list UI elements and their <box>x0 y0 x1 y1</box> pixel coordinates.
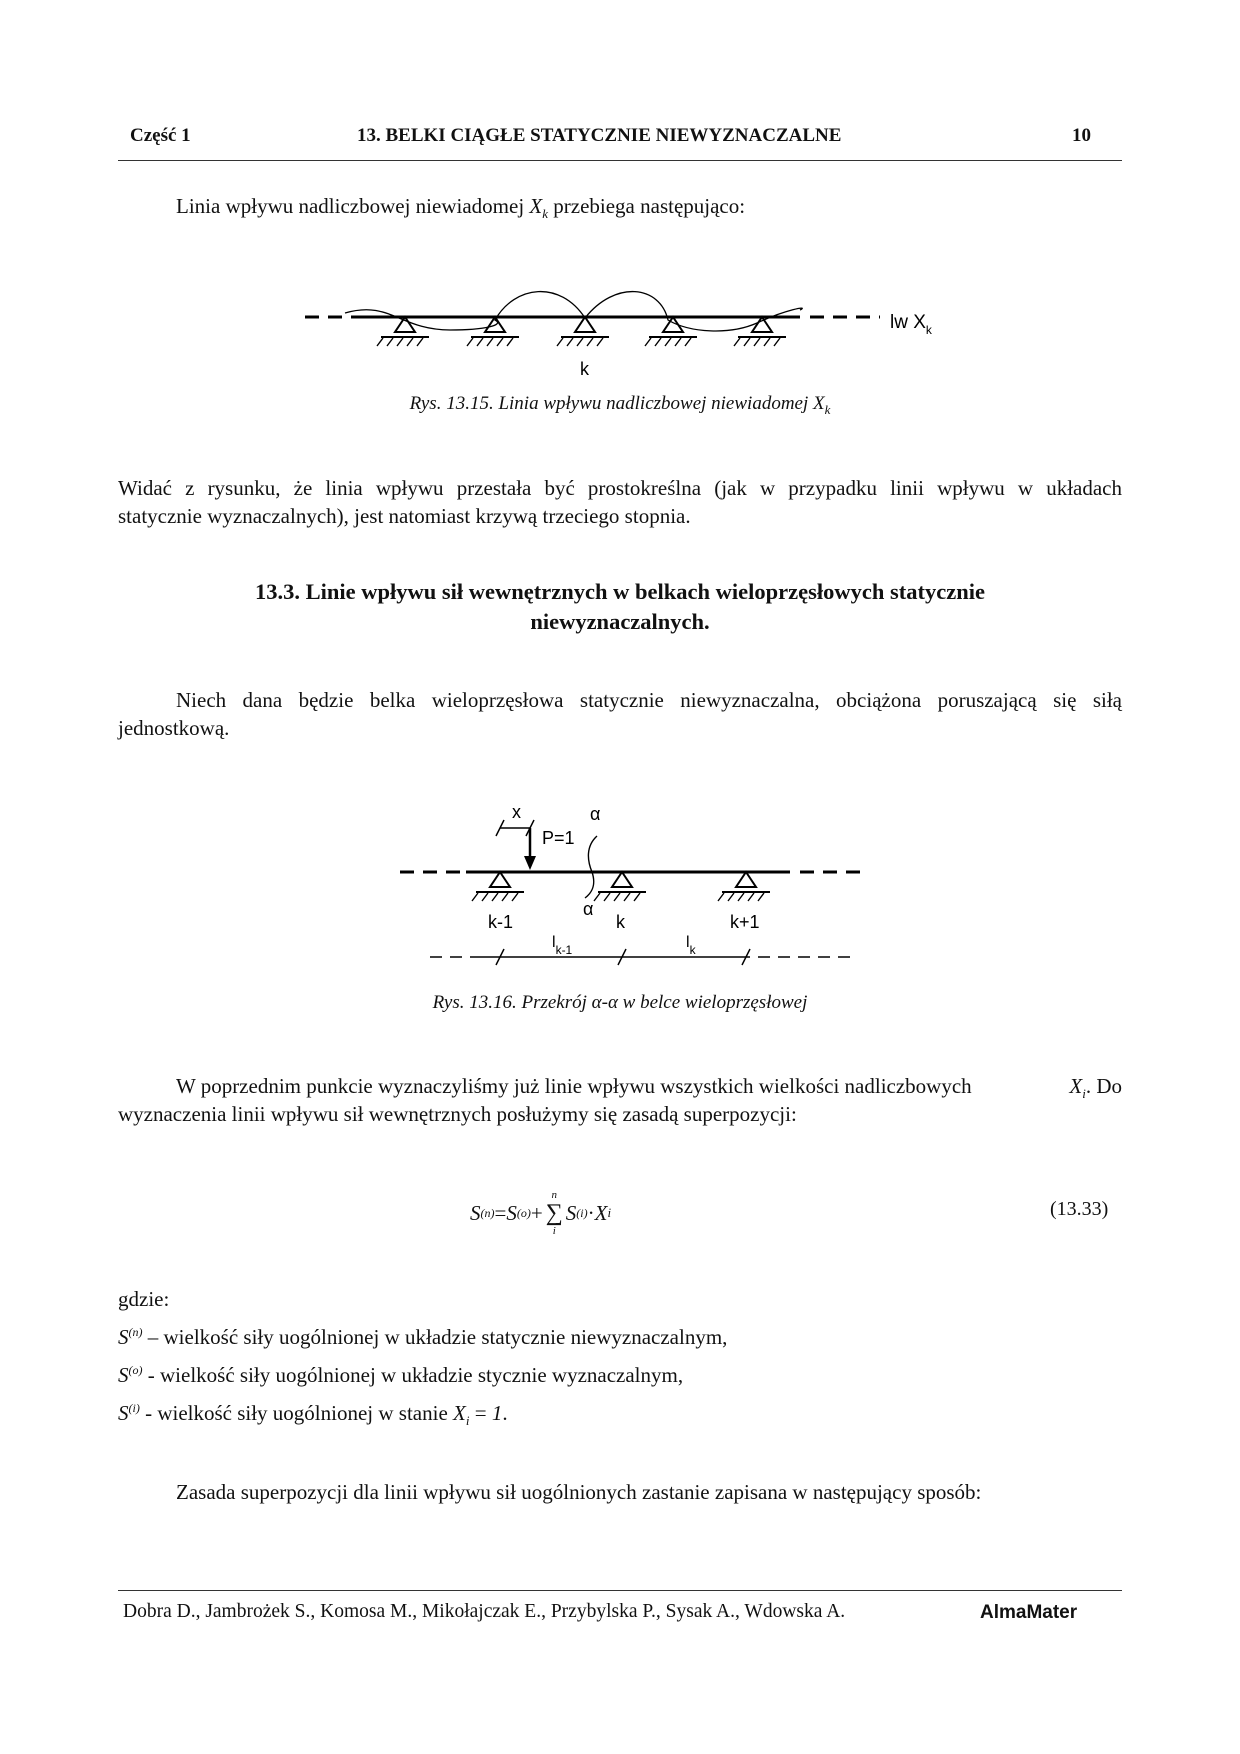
paragraph-3 <box>118 686 1122 742</box>
page-number: 10 <box>1072 125 1091 146</box>
influence-curve <box>345 292 802 331</box>
force-label: P=1 <box>542 828 575 848</box>
where-item: $S^{(o)}$ - wielkość siły uogólnionej w układzie stycznie wyznaczalnym, <box>118 1363 684 1387</box>
support-k-label: k <box>580 359 589 379</box>
support-label-k-plus-1: k+1 <box>730 912 760 932</box>
support-label-k-1: k-1 <box>488 912 514 932</box>
where-intro: gdzie: <box>118 1287 170 1311</box>
symbol-x: X <box>529 194 543 218</box>
support <box>377 317 429 346</box>
sum-symbol: n ∑ i <box>545 1189 563 1237</box>
equation-number: (13.33) <box>1050 1198 1109 1220</box>
paragraph-4-line-1: W poprzednim punkcie wyznaczyliśmy już linie wpływu wszystkich wielkości nadliczbowych $X_i$. Do <box>176 1074 1122 1102</box>
footer-rule <box>118 1590 1122 1591</box>
support <box>467 317 519 346</box>
support-label-k: k <box>616 912 625 932</box>
paragraph-3-line-2: jednostkową. <box>118 716 230 740</box>
where-item: $S^{(i)}$ - wielkość siły uogólnionej w stanie $X_i = 1$. <box>118 1401 508 1429</box>
span-label-left: $l_{k-1}$ <box>552 934 573 957</box>
header-chapter: 13. BELKI CIĄGŁE STATYCZNIE NIEWYZNACZALNE <box>357 125 842 146</box>
span-label-right: $l_k$ <box>686 934 696 957</box>
symbol-x-sub: k <box>542 206 549 222</box>
paragraph-3-line-1: Niech dana będzie belka wieloprzęsłowa statycznie niewyznaczalna, obciążona poruszającą się siłą <box>176 688 1122 712</box>
paragraph-1-rest: przebiega następująco: <box>553 194 746 218</box>
figure-multispan-beam <box>390 800 870 980</box>
supports-fig1 <box>377 317 786 346</box>
paragraph-1-text: Linia wpływu nadliczbowej niewiadomej <box>176 194 525 218</box>
paragraph-5: Zasada superpozycji dla linii wpływu sił uogólnionych zastanie zapisana w następujący sposób: <box>176 1480 982 1504</box>
alpha-top-label: α <box>590 804 601 824</box>
figure-influence-line <box>290 285 950 385</box>
section-heading-line-1: 13.3. Linie wpływu sił wewnętrznych w belkach wieloprzęsłowych statycznie <box>255 579 985 604</box>
section-cut <box>585 836 597 898</box>
paragraph-2-line-2: statycznie wyznaczalnych), jest natomiast krzywą trzeciego stopnia. <box>118 504 691 528</box>
footer-authors: Dobra D., Jambrożek S., Komosa M., Mikołajczak E., Przybylska P., Sysak A., Wdowska A. <box>123 1601 846 1622</box>
paragraph-2 <box>118 474 1122 530</box>
paragraph-1 <box>176 192 745 220</box>
figure-2-caption: Rys. 13.16. Przekrój α-α w belce wieloprzęsłowej <box>432 992 808 1013</box>
support <box>734 317 786 346</box>
alpha-bottom-label: α <box>583 899 594 919</box>
support-k-1 <box>472 872 524 901</box>
support-k <box>594 872 646 901</box>
where-item: $S^{(n)}$ – wielkość siły uogólnionej w układzie statycznie niewyznaczalnym, <box>118 1325 728 1349</box>
x-label: x <box>512 802 521 822</box>
support-k <box>557 317 609 346</box>
support-k-plus-1 <box>718 872 770 901</box>
equation-13-33: S (n) = S (o) + n ∑ i S (i) · X i <box>470 1189 612 1237</box>
paragraph-2-line-1: Widać z rysunku, że linia wpływu przestała być prostokreślna (jak w przypadku linii wpływu w układach <box>118 476 1122 500</box>
footer-publisher: AlmaMater <box>980 1602 1078 1623</box>
header-part: Część 1 <box>130 125 191 146</box>
header-rule <box>118 160 1122 161</box>
figure-1-caption: Rys. 13.15. Linia wpływu nadliczbowej niewiadomej $X_k$ <box>409 393 831 417</box>
section-heading <box>118 577 1122 637</box>
paragraph-4-line-2: wyznaczenia linii wpływu sił wewnętrznych posłużymy się zasadą superpozycji: <box>118 1102 797 1126</box>
lw-label: lw $X_k$ <box>890 312 932 337</box>
section-heading-line-2: niewyznaczalnych. <box>530 609 710 634</box>
supports-fig2 <box>472 872 770 901</box>
paragraph-4 <box>118 1072 1122 1128</box>
support <box>645 317 697 346</box>
